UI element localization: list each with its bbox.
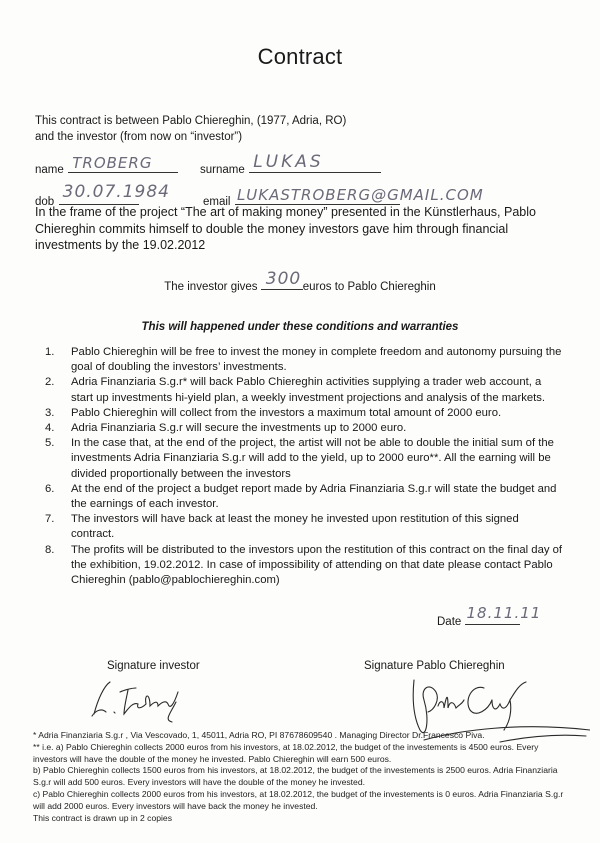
dob-label: dob — [35, 196, 55, 208]
name-line — [68, 154, 178, 173]
condition-item: 6. At the end of the project a budget report made by Adria Finanziaria S.g.r will state the budget and the earnings of each investor. — [45, 482, 557, 511]
footnote-company: * Adria Finanziaria S.g.r , Via Vescovado, 1, 45011, Adria RO, PI 87678609540 . Managing Director Dr.Francesco Piva. — [33, 730, 485, 740]
conditions-list — [35, 345, 565, 588]
surname-value: LUKAS — [253, 152, 324, 172]
condition-item: 2. Adria Finanziaria S.g.r* will back Pablo Chiereghin activities supplying a trader web account, a start up investments hi-yield plan, a weekly investment projections and analysis of the markets. — [45, 376, 546, 404]
investment-amount-line — [261, 269, 303, 290]
condition-item: 4. Adria Finanziaria S.g.r will secure the investments up to 2000 euro. — [45, 422, 407, 435]
condition-item: 8. The profits will be distributed to the investors upon the restitution of this contract on the final day of the exhibition, 19.02.2012. In case of impossibility of attending on that date please contact Pablo Chiereghin (pablo@pablochiereghin.com) — [45, 543, 563, 587]
condition-item: 3. Pablo Chiereghin will collect from the investors a maximum total amount of 2000 euro. — [45, 406, 502, 419]
investment-suffix: euros to Pablo Chiereghin — [302, 281, 436, 293]
date-line — [465, 604, 542, 625]
surname-line — [249, 152, 381, 173]
name-label: name — [35, 164, 64, 176]
date-value: 18.11.11 — [466, 604, 542, 622]
name-field — [35, 154, 178, 178]
email-label: email — [203, 196, 231, 208]
conditions-title: This will happened under these conditions and warranties — [141, 321, 459, 333]
dob-value: 30.07.1984 — [62, 182, 170, 202]
project-paragraph: In the frame of the project “The art of making money” presented in the Künstlerhaus, Pablo Chiereghin commits himself to double the money investors gave him through financial investments by the 19.02.2012 — [35, 205, 536, 252]
condition-item: 5. In the case that, at the end of the project, the artist will not be able to double the initial sum of the investments Adria Finanziaria S.g.r will add to the yield, up to 2000 euro**. All the earning will be divided proportionally between the investors — [45, 437, 554, 480]
investment-amount: 300 — [265, 269, 302, 289]
investment-line — [0, 269, 600, 293]
footnote-example-c: c) Pablo Chiereghin collects 2000 euros from his investors, at 18.02.2012, the budget of the investements is 0 euros. Adria Finanziaria S.g.r will add 2000 euros. Every investors will have back the money he invested. — [33, 788, 564, 811]
intro-line-2: and the investor (from now on “investor”) — [35, 131, 243, 143]
date-field — [437, 604, 542, 628]
intro — [35, 113, 346, 145]
investment-prefix: The investor gives — [164, 281, 258, 293]
condition-item: 7. The investors will have back at least the money he invested upon restitution of this signed contract. — [45, 513, 519, 541]
surname-label: surname — [200, 164, 245, 176]
document-title: Contract — [257, 44, 343, 69]
footnote-example-b: b) Pablo Chiereghin collects 1500 euros from his investors, at 18.02.2012, the budget of the investements is 2500 euros. Adria Finanziaria S.g.r will add 500 euros. Every investors will have the double of the money he invested. — [33, 765, 558, 788]
footnotes — [33, 730, 573, 824]
condition-item: 1. Pablo Chiereghin will be free to invest the money in complete freedom and autonomy pursuing the goal of doubling the investors’ investments. — [45, 346, 562, 374]
date-label: Date — [437, 616, 462, 628]
surname-field — [200, 152, 381, 178]
name-value: TROBERG — [72, 154, 153, 172]
artist-signature-label: Signature Pablo Chiereghin — [364, 660, 505, 672]
investor-signature-label: Signature investor — [107, 660, 200, 672]
intro-line-1: This contract is between Pablo Chiereghin, (1977, Adria, RO) — [35, 115, 347, 127]
email-value: LUKASTROBERG@GMAIL.COM — [236, 186, 484, 204]
footnote-example-a: ** i.e. a) Pablo Chiereghin collects 2000 euros from his investors, at 18.02.2012, the budget of the investements is 4500 euros. Every investors will have the double of the money he invested. Pablo Chiereghin will earn 500 euros. — [33, 741, 539, 764]
investor-signature — [84, 674, 194, 724]
footnote-copies: This contract is drawn up in 2 copies — [33, 812, 172, 823]
